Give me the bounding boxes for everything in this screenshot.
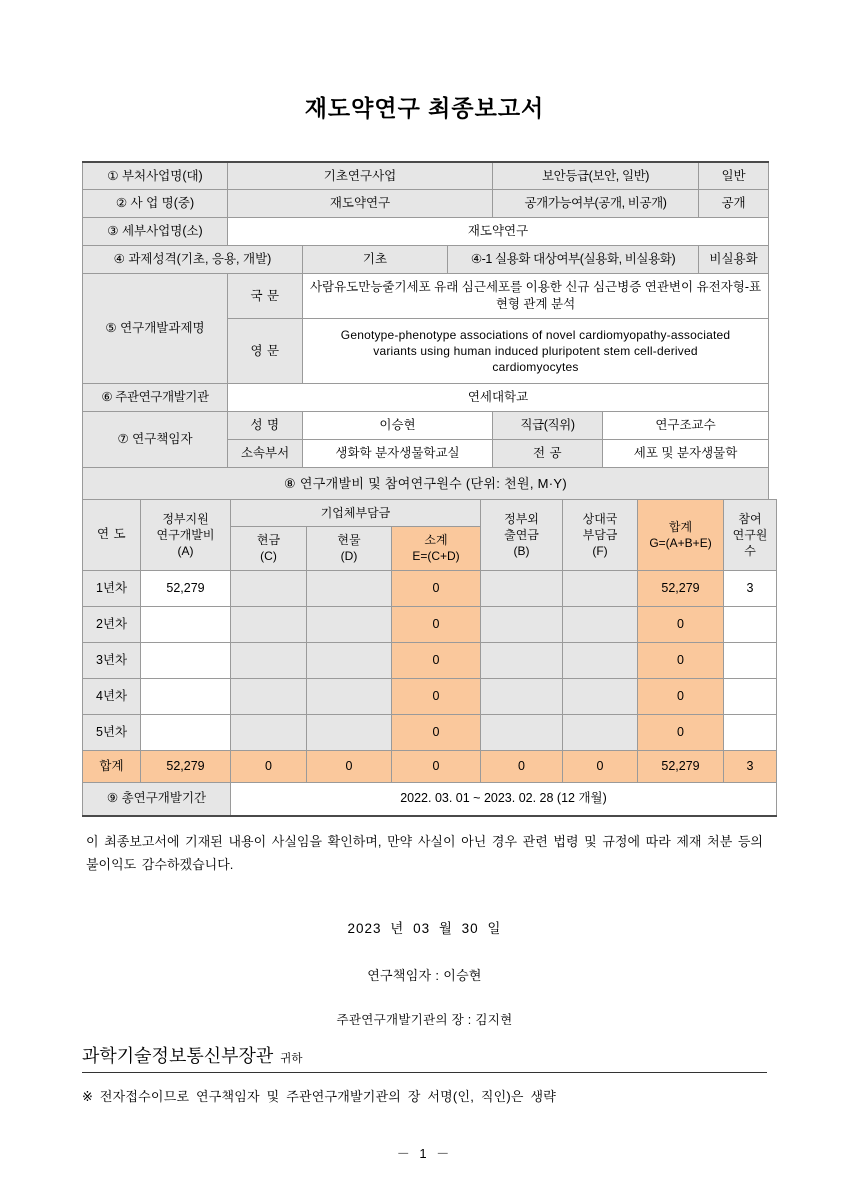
header-partner-country (563, 500, 638, 571)
confirmation-statement: 이 최종보고서에 기재된 내용이 사실임을 확인하며, 만약 사실이 아닌 경우 관련 법령 및 규정에 따라 제재 처분 등의 불이익도 감수하겠습니다. (86, 834, 763, 872)
label-title-korean: 국 문 (228, 274, 303, 319)
cell-total-subtotal: 0 (392, 750, 481, 782)
header-cash-line1: 현금 (256, 533, 281, 548)
cell-subtotal: 0 (392, 678, 481, 714)
label-total-period: ⑨ 총연구개발기간 (83, 782, 231, 816)
cell-gov-support (141, 642, 231, 678)
cell-inkind (307, 606, 392, 642)
label-pi-position: 직급(직위) (493, 412, 603, 440)
header-cash-line2: (C) (260, 549, 277, 564)
signature-pi: 연구책임자 : 이승현 (367, 967, 482, 983)
cell-partner (563, 642, 638, 678)
header-total-line2: G=(A+B+E) (649, 535, 712, 550)
value-pi-name: 이승현 (303, 412, 493, 440)
value-pi-position: 연구조교수 (603, 412, 769, 440)
cell-subtotal: 0 (392, 606, 481, 642)
value-host-institution: 연세대학교 (228, 384, 769, 412)
cell-inkind (307, 642, 392, 678)
cell-cash (231, 606, 307, 642)
cell-gov-support (141, 714, 231, 750)
cell-cash (231, 714, 307, 750)
cell-subtotal: 0 (392, 714, 481, 750)
value-subprogram-name: 재도약연구 (228, 218, 769, 246)
cell-gov-support (141, 606, 231, 642)
header-year: 연 도 (83, 500, 141, 571)
label-pi-major: 전 공 (493, 440, 603, 468)
label-disclosure: 공개가능여부(공개, 비공개) (493, 190, 699, 218)
table-row-program-name (83, 190, 769, 218)
cell-inkind (307, 678, 392, 714)
cell-subtotal: 0 (392, 570, 481, 606)
label-program-name: ② 사 업 명(중) (83, 190, 228, 218)
cell-year: 1년차 (83, 570, 141, 606)
header-nongov-line3: (B) (513, 543, 530, 558)
cell-cash (231, 642, 307, 678)
cell-nongov (481, 606, 563, 642)
table-row-pi-name (83, 412, 769, 440)
value-pi-department: 생화학 분자생물학교실 (303, 440, 493, 468)
electronic-submission-note: ※ 전자접수이므로 연구책임자 및 주관연구개발기관의 장 서명(인, 직인)은 생략 (82, 1088, 556, 1104)
cell-researchers (724, 642, 777, 678)
header-partner-line2: 부담금 (582, 527, 618, 542)
cell-year: 3년차 (83, 642, 141, 678)
value-program-name: 재도약연구 (228, 190, 493, 218)
table-row (83, 714, 777, 750)
cell-partner (563, 570, 638, 606)
cell-total-cash: 0 (231, 750, 307, 782)
cell-year: 5년차 (83, 714, 141, 750)
header-company-contribution-group: 기업체부담금 (231, 500, 481, 527)
value-security-grade: 일반 (699, 162, 769, 190)
cell-inkind (307, 570, 392, 606)
cell-total-gov-support: 52,279 (141, 750, 231, 782)
label-project-type: ④ 과제성격(기초, 응용, 개발) (83, 246, 303, 274)
label-pi-name: 성 명 (228, 412, 303, 440)
header-researcher-count (724, 500, 777, 571)
label-security-grade: 보안등급(보안, 일반) (493, 162, 699, 190)
header-grand-total (638, 500, 724, 571)
cell-cash (231, 570, 307, 606)
cell-gov-support: 52,279 (141, 570, 231, 606)
cell-nongov (481, 570, 563, 606)
table-row-host-institution (83, 384, 769, 412)
cell-researchers (724, 714, 777, 750)
table-row-project-type (83, 246, 769, 274)
table-row (83, 570, 777, 606)
cell-partner (563, 606, 638, 642)
cell-total-partner: 0 (563, 750, 638, 782)
table-row-project-title-korean (83, 274, 769, 319)
cell-gov-support (141, 678, 231, 714)
value-commercialization: 비실용화 (699, 246, 769, 274)
label-pi-department: 소속부서 (228, 440, 303, 468)
cell-total: 0 (638, 714, 724, 750)
value-ministry-program: 기초연구사업 (228, 162, 493, 190)
header-nongov-line1: 정부외 (504, 511, 539, 526)
header-gov-support-line3: (A) (177, 543, 194, 558)
label-principal-investigator: ⑦ 연구책임자 (83, 412, 228, 468)
cell-subtotal: 0 (392, 642, 481, 678)
cell-total-inkind: 0 (307, 750, 392, 782)
cell-researchers (724, 606, 777, 642)
page-title: 재도약연구 최종보고서 (304, 95, 545, 121)
cell-nongov (481, 642, 563, 678)
header-inkind-line2: (D) (340, 549, 358, 564)
budget-table (82, 499, 777, 817)
cell-nongov (481, 678, 563, 714)
page-number-footer: － 1 － (396, 1146, 453, 1161)
table-row-subprogram-name (83, 218, 769, 246)
header-total-line1: 합계 (668, 519, 693, 534)
cell-total: 52,279 (638, 570, 724, 606)
table-row-period (83, 782, 777, 816)
header-gov-support-line1: 정부지원 (162, 511, 209, 526)
table-row-total (83, 750, 777, 782)
cell-cash (231, 678, 307, 714)
addressee-name: 과학기술정보통신부장관 (82, 1045, 274, 1066)
header-subtotal-line2: E=(C+D) (412, 549, 460, 564)
value-title-english: Genotype-phenotype associations of novel cardiomyopathy-associated variants using human induced pluripotent stem cell-derived cardiomyocytes (303, 318, 769, 384)
header-partner-line1: 상대국 (582, 511, 618, 526)
cell-year: 4년차 (83, 678, 141, 714)
label-subprogram-name: ③ 세부사업명(소) (83, 218, 228, 246)
signature-org-head: 주관연구개발기관의 장 : 김지현 (336, 1012, 513, 1027)
budget-caption: ⑧ 연구개발비 및 참여연구원수 (단위: 천원, M·Y) (83, 468, 769, 500)
label-commercialization: ④-1 실용화 대상여부(실용화, 비실용화) (448, 246, 699, 274)
label-project-title: ⑤ 연구개발과제명 (83, 274, 228, 384)
label-title-english: 영 문 (228, 318, 303, 384)
value-project-type: 기초 (303, 246, 448, 274)
cell-inkind (307, 714, 392, 750)
label-ministry-program: ① 부처사업명(대) (83, 162, 228, 190)
label-host-institution: ⑥ 주관연구개발기관 (83, 384, 228, 412)
header-gov-support-line2: 연구개발비 (156, 527, 215, 542)
cell-total: 0 (638, 606, 724, 642)
value-pi-major: 세포 및 분자생물학 (603, 440, 769, 468)
cell-total-label: 합계 (83, 750, 141, 782)
table-row-ministry-program (83, 162, 769, 190)
header-researchers-line2: 연구원수 (732, 527, 768, 558)
cell-total-nongov: 0 (481, 750, 563, 782)
cell-nongov (481, 714, 563, 750)
header-partner-line3: (F) (592, 543, 608, 558)
value-disclosure: 공개 (699, 190, 769, 218)
cell-total-grand: 52,279 (638, 750, 724, 782)
cell-year: 2년차 (83, 606, 141, 642)
header-inkind (307, 527, 392, 570)
budget-header-row-top (83, 500, 777, 527)
cell-partner (563, 714, 638, 750)
header-inkind-line1: 현물 (337, 533, 361, 548)
value-title-korean: 사람유도만능줄기세포 유래 심근세포를 이용한 신규 심근병증 연관변이 유전자형-표현형 관계 분석 (303, 274, 769, 319)
header-researchers-line1: 참여 (738, 511, 762, 526)
header-gov-support (141, 500, 231, 571)
cell-researchers (724, 678, 777, 714)
header-nongov-line2: 출연금 (504, 527, 539, 542)
cell-total: 0 (638, 642, 724, 678)
cell-researchers: 3 (724, 570, 777, 606)
addressee-honorific: 귀하 (280, 1052, 303, 1065)
table-row (83, 642, 777, 678)
project-info-table (82, 161, 769, 500)
table-row (83, 606, 777, 642)
header-subtotal (392, 527, 481, 570)
cell-total-researchers: 3 (724, 750, 777, 782)
cell-partner (563, 678, 638, 714)
table-row (83, 678, 777, 714)
header-subtotal-line1: 소계 (424, 533, 448, 548)
header-nongov-contribution (481, 500, 563, 571)
signature-date: 2023 년 03 월 30 일 (347, 920, 502, 936)
table-row-budget-caption (83, 468, 769, 500)
addressee-block (82, 1042, 767, 1073)
header-cash (231, 527, 307, 570)
cell-total: 0 (638, 678, 724, 714)
value-total-period: 2022. 03. 01 ~ 2023. 02. 28 (12 개월) (231, 782, 777, 816)
